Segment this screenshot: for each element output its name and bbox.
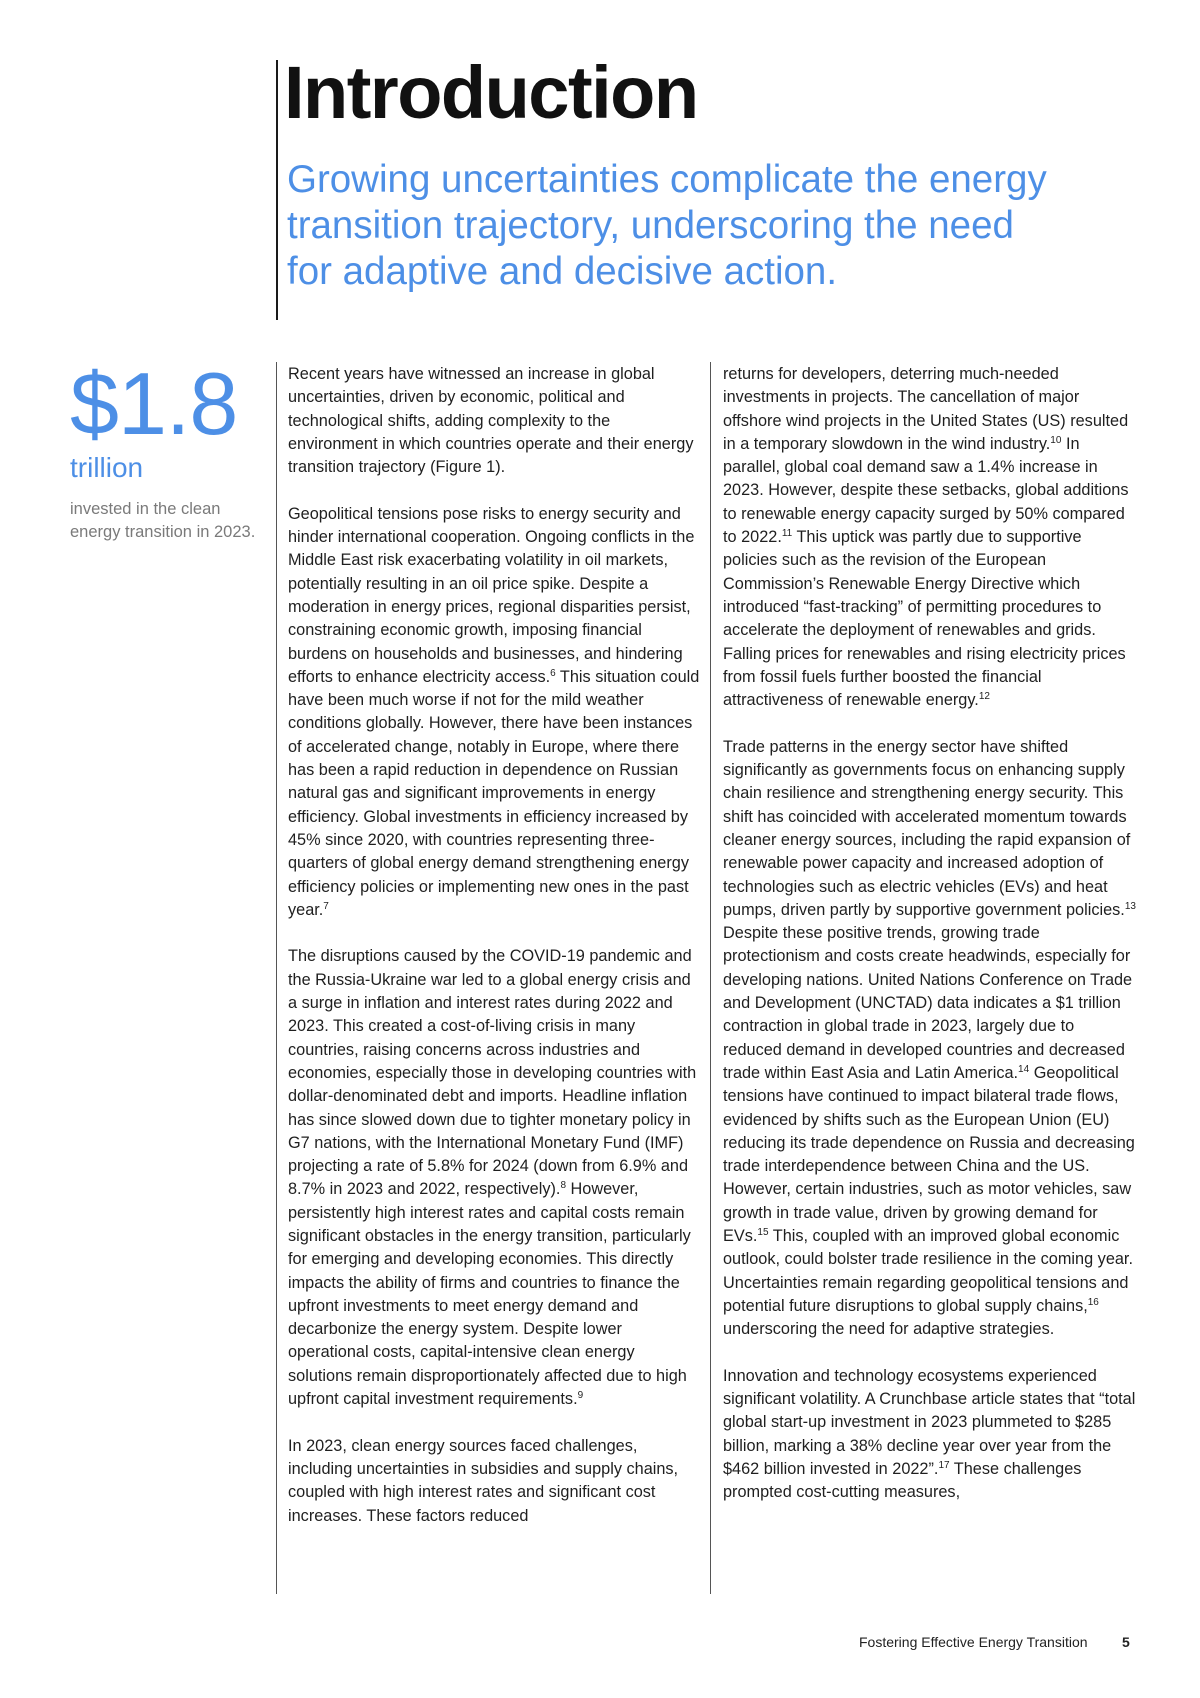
footnote-ref: 13 [1124, 900, 1136, 912]
column-divider-left [276, 362, 277, 1594]
footnote-ref: 15 [757, 1226, 769, 1238]
footnote-ref: 6 [550, 667, 556, 679]
column-divider-right [710, 362, 711, 1594]
footnote-ref: 10 [1050, 434, 1062, 446]
footnote-ref: 7 [323, 900, 329, 912]
footnote-ref: 17 [938, 1459, 950, 1471]
page-subtitle: Growing uncertainties complicate the energy transition trajectory, underscoring the need for adaptive and decisive action. [287, 158, 1047, 293]
title-divider [276, 60, 278, 320]
paragraph: In 2023, clean energy sources faced challenges, including uncertainties in subsidies and supply chains, coupled with high interest rates and significant cost increases. These factors reduced [288, 1436, 679, 1525]
page-title: Introduction [284, 51, 698, 134]
footnote-ref: 12 [978, 691, 990, 703]
stat-value: $1.8 [70, 354, 238, 453]
stat-description: invested in the clean energy transition in 2023. [70, 500, 256, 541]
footnote-ref: 16 [1087, 1296, 1099, 1308]
paragraph: Trade patterns in the energy sector have shifted significantly as governments focus on enhancing supply chain resilience and strengthening energy security. This shift has coincided with accelerated momentum towards cleaner energy sources, including the rapid expansion of renewable power capacity and increased adoption of technologies such as electric vehicles (EVs) and heat pumps, driven partly by supportive government policies.$^{13}$ Despite these positive trends, growing trade protectionism and costs create headwinds, especially for developing nations. United Nations Conference on Trade and Development (UNCTAD) data indicates a $1 trillion contraction in global trade in 2023, largely due to reduced demand in developed countries and decreased trade within East Asia and Latin America.$^{14}$ Geopolitical tensions have continued to impact bilateral trade flows, evidenced by shifts such as the European Union (EU) reducing its trade dependence on Russia and decreasing trade interdependence between China and the US. However, certain industries, such as motor vehicles, saw growth in trade value, driven by growing demand for EVs.$^{15}$ This, coupled with an improved global economic outlook, could bolster trade resilience in the coming year. Uncertainties remain regarding geopolitical tensions and potential future disruptions to global supply chains,$^{16}$ underscoring the need for adaptive strategies. [723, 737, 1136, 1339]
body-column-right [723, 363, 1137, 1528]
paragraph: Geopolitical tensions pose risks to energy security and hinder international cooperation. Ongoing conflicts in the Middle East risk exacerbating volatility in oil markets, potentially resulting in an oil price spike. Despite a moderation in energy prices, regional disparities persist, constraining economic growth, imposing financial burdens on households and businesses, and hindering efforts to enhance electricity access.$^6$ This situation could have been much worse if not for the mild weather conditions globally. However, there have been instances of accelerated change, notably in Europe, where there has been a rapid reduction in dependence on Russian natural gas and significant improvements in energy efficiency. Global investments in efficiency increased by 45% since 2020, with countries representing three-quarters of global energy demand strengthening energy efficiency policies or implementing new ones in the past year.$^7$ [288, 504, 700, 919]
footnote-ref: 11 [781, 528, 793, 540]
body-column-left [288, 363, 700, 1551]
paragraph: Innovation and technology ecosystems experienced significant volatility. A Crunchbase article states that “total global start-up investment in 2023 plummeted to $285 billion, marking a 38% decline year over year from the $462 billion invested in 2022”.$^{17}$ These challenges prompted cost-cutting measures, [723, 1366, 1136, 1502]
footer-report-title: Fostering Effective Energy Transition [859, 1634, 1088, 1650]
footnote-ref: 14 [1018, 1063, 1030, 1075]
footer-page-number: 5 [1122, 1634, 1130, 1650]
paragraph: returns for developers, deterring much-needed investments in projects. The cancellation of major offshore wind projects in the United States (US) resulted in a temporary slowdown in the wind industry.$^{10}$ In parallel, global coal demand saw a 1.4% increase in 2023. However, despite these setbacks, global additions to renewable energy capacity surged by 50% compared to 2022.11 This uptick was partly due to supportive policies such as the revision of the European Commission’s Renewable Energy Directive which introduced “fast-tracking” of permitting procedures to accelerate the deployment of renewables and grids. Falling prices for renewables and rising electricity prices from fossil fuels further boosted the financial attractiveness of renewable energy.$^{12}$ [723, 365, 1129, 710]
stat-unit: trillion [70, 452, 144, 483]
paragraph: The disruptions caused by the COVID-19 pandemic and the Russia-Ukraine war led to a global energy crisis and a surge in inflation and interest rates during 2022 and 2023. This created a cost-of-living crisis in many countries, raising concerns across industries and economies, especially those in developing countries with dollar-denominated debt and imports. Headline inflation has since slowed down due to tighter monetary policy in G7 nations, with the International Monetary Fund (IMF) projecting a rate of 5.8% for 2024 (down from 6.9% and 8.7% in 2023 and 2022, respectively).$^8$ However, persistently high interest rates and capital costs remain significant obstacles in the energy transition, particularly for emerging and developing economies. This directly impacts the ability of firms and countries to finance the upfront investments to meet energy demand and decarbonize the energy system. Despite lower operational costs, capital-intensive clean energy solutions remain disproportionately affected due to high upfront capital investment requirements.$^9$ [288, 947, 697, 1409]
footnote-ref: 9 [577, 1390, 584, 1402]
paragraph: Recent years have witnessed an increase in global uncertainties, driven by economic, political and technological shifts, adding complexity to the environment in which countries operate and their energy transition trajectory (Figure 1). [288, 365, 694, 477]
footnote-ref: 8 [560, 1180, 566, 1192]
